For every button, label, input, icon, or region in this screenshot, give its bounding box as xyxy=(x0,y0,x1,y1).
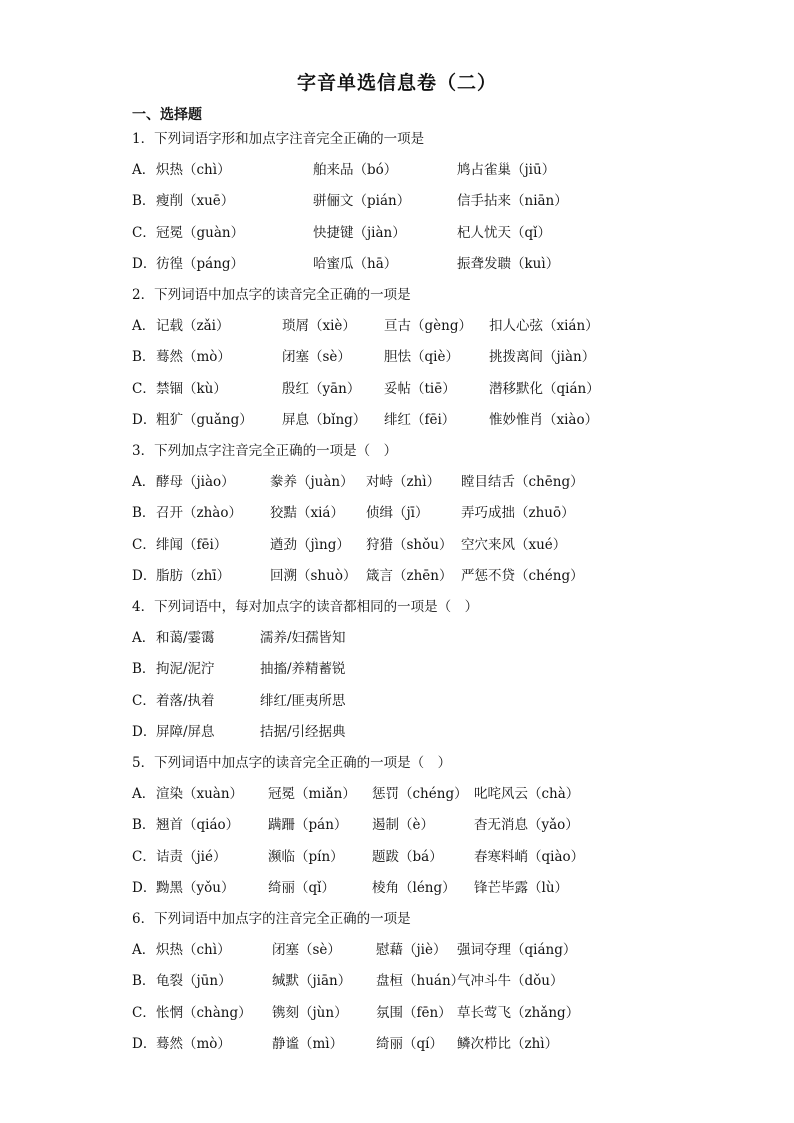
option-item: 惟妙惟肖（xiào） xyxy=(489,411,599,428)
option-row xyxy=(132,847,652,867)
section-heading: 一、选择题 xyxy=(132,107,202,123)
option-item: 镌刻（jùn） xyxy=(272,1004,348,1021)
option-row xyxy=(132,566,652,586)
option-item: 绯红/匪夷所思 xyxy=(260,692,346,709)
option-item: 题跋（bá） xyxy=(372,848,443,865)
option-item: 鸠占雀巢（jiū） xyxy=(457,162,556,179)
option-letter: B． xyxy=(132,661,156,678)
option-item: 记载（zǎi） xyxy=(156,318,230,335)
option-letter: C． xyxy=(132,692,156,709)
option-item: 龟裂（jūn） xyxy=(156,973,232,990)
option-row xyxy=(132,940,652,960)
option-item: 叱咤风云（chà） xyxy=(474,786,580,803)
option-item: 快捷键（jiàn） xyxy=(313,224,406,241)
option-item: 振聋发聩（kuì） xyxy=(457,255,560,272)
option-item: 抽搐/养精蓄锐 xyxy=(260,661,346,678)
option-item: 豢养（juàn） xyxy=(270,474,354,491)
option-row xyxy=(132,784,652,804)
option-item: 严惩不贷（chéng） xyxy=(461,567,584,584)
option-row xyxy=(132,691,652,711)
option-letter: B． xyxy=(132,817,156,834)
option-item: 拮据/引经据典 xyxy=(260,723,346,740)
option-letter: A． xyxy=(132,786,156,803)
option-item: 鳞次栉比（zhì） xyxy=(457,1035,559,1052)
option-row xyxy=(132,628,652,648)
option-item: 信手拈来（niān） xyxy=(457,193,568,210)
option-letter: B． xyxy=(132,349,156,366)
option-item: 着落/执着 xyxy=(156,692,215,709)
option-item: 酵母（jiào） xyxy=(156,474,235,491)
option-item: 琐屑（xiè） xyxy=(282,318,356,335)
option-item: 春寒料峭（qiào） xyxy=(474,848,585,865)
option-letter: D． xyxy=(132,411,157,428)
option-letter: A． xyxy=(132,630,156,647)
option-item: 妥帖（tiē） xyxy=(384,380,456,397)
option-row xyxy=(132,815,652,835)
option-item: 狩猎（shǒu） xyxy=(366,536,453,553)
option-item: 胆怯（qiè） xyxy=(384,349,459,366)
option-item: 棱角（léng） xyxy=(372,879,456,896)
option-letter: D． xyxy=(132,255,157,272)
option-item: 强词夺理（qiáng） xyxy=(457,942,577,959)
option-letter: C． xyxy=(132,536,156,553)
option-letter: C． xyxy=(132,224,156,241)
option-item: 慰藉（jiè） xyxy=(376,942,447,959)
option-row xyxy=(132,347,652,367)
option-letter: A． xyxy=(132,474,156,491)
option-letter: A． xyxy=(132,318,156,335)
option-item: 挑拨离间（jiàn） xyxy=(489,349,596,366)
option-item: 诘责（jié） xyxy=(156,848,227,865)
option-item: 草长莺飞（zhǎng） xyxy=(457,1004,580,1021)
option-item: 炽热（chì） xyxy=(156,942,231,959)
option-item: 遏制（è） xyxy=(372,817,434,834)
option-letter: D． xyxy=(132,567,157,584)
option-row xyxy=(132,503,652,523)
question-stem: 2．下列词语中加点字的读音完全正确的一项是 xyxy=(132,287,411,303)
option-item: 瞠目结舌（chēng） xyxy=(461,474,584,491)
option-letter: A． xyxy=(132,162,156,179)
option-row xyxy=(132,316,652,336)
option-row xyxy=(132,223,652,243)
option-item: 绯闻（fēi） xyxy=(156,536,228,553)
option-row xyxy=(132,535,652,555)
option-letter: C． xyxy=(132,1004,156,1021)
option-letter: C． xyxy=(132,380,156,397)
option-row xyxy=(132,410,652,430)
option-item: 杞人忧天（qǐ） xyxy=(457,224,551,241)
option-item: 缄默（jiān） xyxy=(272,973,352,990)
option-item: 炽热（chì） xyxy=(156,162,231,179)
option-letter: B． xyxy=(132,505,156,522)
option-item: 闭塞（sè） xyxy=(282,349,351,366)
option-item: 粗犷（guǎng） xyxy=(156,411,253,428)
option-item: 狡黠（xiá） xyxy=(270,505,344,522)
option-item: 盘桓（huán） xyxy=(376,973,465,990)
option-row xyxy=(132,1034,652,1054)
option-item: 哈蜜瓜（hā） xyxy=(313,255,398,272)
option-item: 屏障/屏息 xyxy=(156,723,215,740)
option-item: 黝黑（yǒu） xyxy=(156,879,235,896)
option-item: 召开（zhào） xyxy=(156,505,242,522)
option-item: 箴言（zhēn） xyxy=(366,567,453,584)
option-item: 拘泥/泥泞 xyxy=(156,661,215,678)
option-letter: A． xyxy=(132,942,156,959)
option-row xyxy=(132,254,652,274)
option-item: 绮丽（qǐ） xyxy=(268,879,335,896)
option-item: 绮丽（qí） xyxy=(376,1035,443,1052)
option-item: 渲染（xuàn） xyxy=(156,786,244,803)
option-item: 气冲斗牛（dǒu） xyxy=(457,973,564,990)
question-stem: 1．下列词语字形和加点字注音完全正确的一项是 xyxy=(132,131,425,147)
page-title: 字音单选信息卷（二） xyxy=(296,72,497,94)
option-item: 侦缉（jī） xyxy=(366,505,429,522)
option-item: 瘦削（xuē） xyxy=(156,193,235,210)
option-item: 冠冕（guàn） xyxy=(156,224,245,241)
option-item: 绯红（fēi） xyxy=(384,411,456,428)
option-row xyxy=(132,878,652,898)
option-letter: D． xyxy=(132,723,157,740)
option-item: 蹒跚（pán） xyxy=(268,817,348,834)
option-item: 弄巧成拙（zhuō） xyxy=(461,505,575,522)
question-stem: 4．下列词语中，每对加点字的读音都相同的一项是（ ） xyxy=(132,599,479,615)
option-row xyxy=(132,160,652,180)
option-row xyxy=(132,472,652,492)
option-item: 骈俪文（pián） xyxy=(313,193,411,210)
option-item: 闭塞（sè） xyxy=(272,942,341,959)
option-item: 惩罚（chéng） xyxy=(372,786,468,803)
option-item: 屏息（bǐng） xyxy=(282,411,367,428)
option-item: 和蔼/霎霭 xyxy=(156,630,215,647)
option-letter: B． xyxy=(132,193,156,210)
option-row xyxy=(132,379,652,399)
question-stem: 6．下列词语中加点字的注音完全正确的一项是 xyxy=(132,911,411,927)
option-item: 怅惘（chàng） xyxy=(156,1004,252,1021)
question-stem: 5．下列词语中加点字的读音完全正确的一项是（ ） xyxy=(132,755,452,771)
option-item: 扣人心弦（xián） xyxy=(489,318,599,335)
option-item: 遒劲（jìng） xyxy=(270,536,350,553)
question-stem: 3．下列加点字注音完全正确的一项是（ ） xyxy=(132,443,398,459)
option-letter: C． xyxy=(132,848,156,865)
option-item: 锋芒毕露（lù） xyxy=(474,879,569,896)
option-item: 翘首（qiáo） xyxy=(156,817,240,834)
option-letter: B． xyxy=(132,973,156,990)
option-item: 蓦然（mò） xyxy=(156,1035,231,1052)
option-item: 彷徨（páng） xyxy=(156,255,245,272)
option-item: 对峙（zhì） xyxy=(366,474,441,491)
option-item: 氛围（fēn） xyxy=(376,1004,452,1021)
option-item: 脂肪（zhī） xyxy=(156,567,231,584)
option-item: 蓦然（mò） xyxy=(156,349,231,366)
option-row xyxy=(132,971,652,991)
option-item: 潜移默化（qián） xyxy=(489,380,600,397)
option-letter: D． xyxy=(132,1035,157,1052)
option-item: 濡养/妇孺皆知 xyxy=(260,630,346,647)
option-item: 殷红（yān） xyxy=(282,380,361,397)
option-item: 禁锢（kù） xyxy=(156,380,227,397)
option-item: 冠冕（miǎn） xyxy=(268,786,356,803)
option-item: 亘古（gèng） xyxy=(384,318,472,335)
option-item: 濒临（pín） xyxy=(268,848,344,865)
option-item: 舶来品（bó） xyxy=(313,162,398,179)
option-row xyxy=(132,659,652,679)
option-item: 空穴来风（xué） xyxy=(461,536,567,553)
option-item: 杳无消息（yǎo） xyxy=(474,817,579,834)
option-row xyxy=(132,1003,652,1023)
option-row xyxy=(132,191,652,211)
option-row xyxy=(132,722,652,742)
option-item: 回溯（shuò） xyxy=(270,567,357,584)
option-item: 静谧（mì） xyxy=(272,1035,344,1052)
option-letter: D． xyxy=(132,879,157,896)
